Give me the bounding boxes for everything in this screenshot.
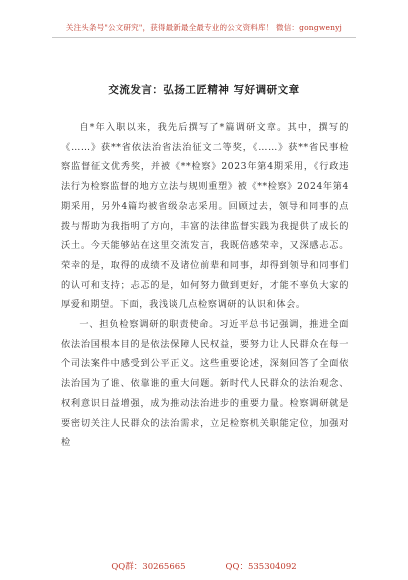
- document-body: [61, 118, 349, 453]
- paragraph-intro: 自*年入职以来，我先后撰写了*篇调研文章。其中，撰写的《……》获**省依法治省法治征文二等奖，《……》获**省民事检察监督征文优秀奖，并被《**检察》2023年第4期采用，《行政违法行为检察监督的地方立法与规则重塑》被《**检察》2024年第4期采用，另外4篇均被省级杂志采用。回顾过去，领导和同事的点拨与帮助为我指明了方向，丰富的法律监督实践为我提供了成长的沃土。今天能够站在这里交流发言，我既倍感荣幸，又深感忐忑。荣幸的是，取得的成绩不及诸位前辈和同事，却得到领导和同事们的认可和支持；忐忑的是，如何努力做到更好，才能不辜负大家的厚爱和期望。下面，我浅谈几点检察调研的认识和体会。: [61, 122, 349, 311]
- header-banner: 关注头条号"公文研究"，获得最新最全最专业的公文资料库！ 微信：gongwenyj: [65, 23, 343, 32]
- header-divider: [52, 37, 356, 38]
- footer-qq-number: QQ：535304092: [225, 562, 297, 572]
- document-title: 交流发言：弘扬工匠精神 写好调研文章: [108, 84, 300, 96]
- footer-contact: [0, 560, 408, 572]
- footer-qq-group: QQ群：30265665: [111, 562, 186, 572]
- paragraph-section-one: 一、担负检察调研的职责使命。习近平总书记强调，推进全面依法治国根本目的是依法保障人民权益，要努力让人民群众在每一个司法案件中感受到公平正义。这些重要论述，深刻回答了全面依法治国为了谁、依靠谁的重大问题。新时代人民群众的法治观念、权利意识日益增强，成为推动法治进步的重要力量。检察调研就是要密切关注人民群众的法治需求，立足检察机关职能定位，加强对检: [61, 319, 349, 449]
